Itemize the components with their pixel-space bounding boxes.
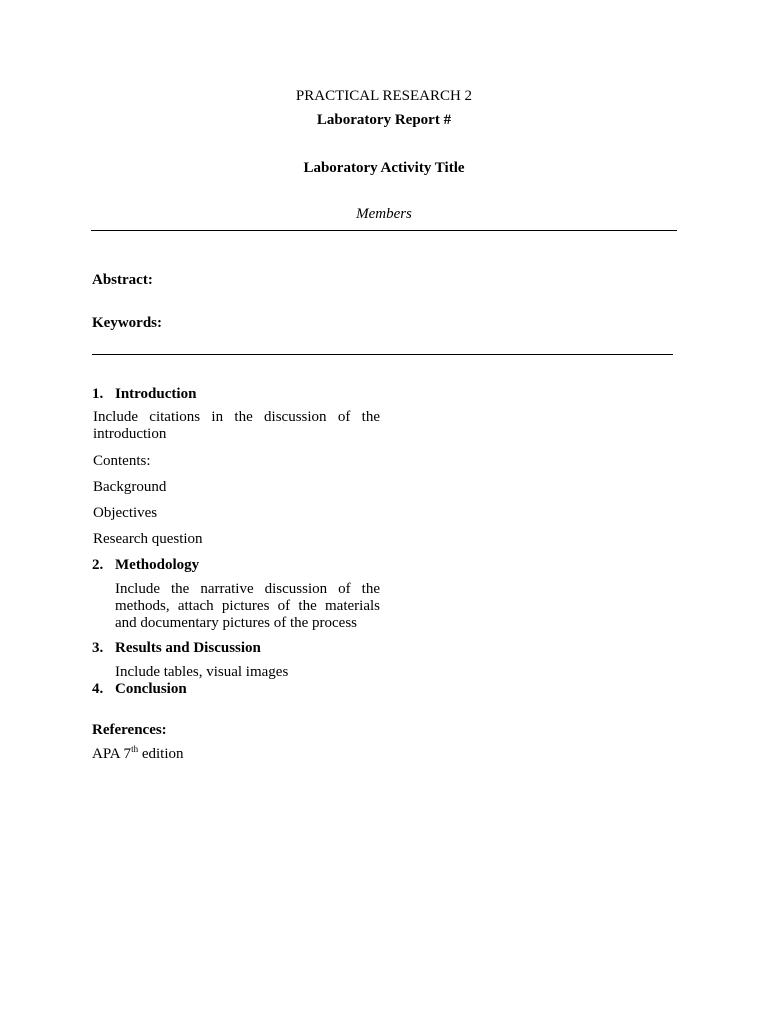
section-title-results: Results and Discussion: [115, 640, 261, 656]
keywords-label: Keywords:: [92, 315, 162, 331]
results-body: Include tables, visual images: [115, 664, 289, 680]
activity-title: Laboratory Activity Title: [303, 160, 465, 176]
header-divider: [91, 230, 677, 231]
list-item: Objectives: [93, 505, 158, 521]
references-label: References:: [92, 722, 167, 738]
list-item: Background: [93, 479, 167, 495]
members-label: Members: [356, 206, 412, 222]
section-number: 3.: [92, 640, 104, 656]
abstract-label: Abstract:: [92, 272, 153, 288]
list-item: Contents:: [93, 453, 151, 469]
methodology-body: Include the narrative discussion of the methods, attach pictures of the materials and documentary pictures of the process: [115, 581, 380, 631]
section-number: 4.: [92, 681, 104, 697]
apa-superscript: th: [131, 744, 139, 754]
report-number: Laboratory Report #: [316, 112, 452, 128]
keywords-divider: [92, 354, 673, 355]
apa-prefix: APA 7: [92, 746, 132, 762]
section-title-introduction: Introduction: [115, 386, 197, 402]
introduction-body: Include citations in the discussion of the introduction: [93, 409, 380, 442]
section-title-conclusion: Conclusion: [115, 681, 187, 697]
section-number: 2.: [92, 557, 104, 573]
apa-suffix: edition: [138, 746, 184, 762]
course-title: PRACTICAL RESEARCH 2: [295, 88, 473, 104]
list-item: Research question: [93, 531, 203, 547]
section-title-methodology: Methodology: [115, 557, 200, 573]
apa-edition: [92, 746, 184, 763]
section-number: 1.: [92, 386, 104, 402]
